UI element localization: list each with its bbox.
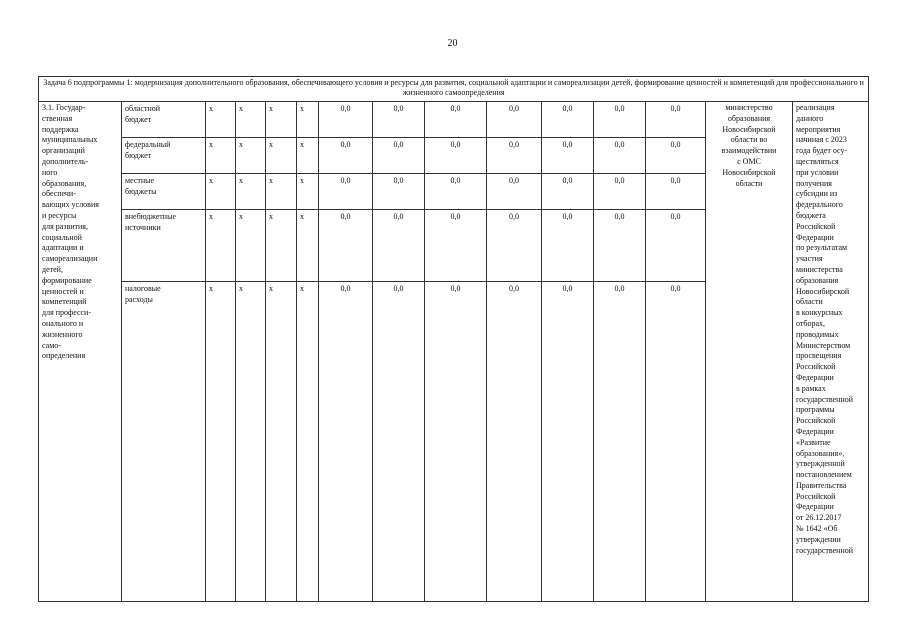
value-cell: 0,0 — [646, 174, 706, 210]
value-cell: 0,0 — [425, 174, 487, 210]
task-header: Задача 6 подпрограммы 1: модернизация дополнительного образования, обеспечивающего условия и ресурсы для развития, социальной адаптации и самореализации детей, формирование ценностей и компетенций для профессионального и жизненного самоопределения — [39, 77, 869, 102]
value-cell: 0,0 — [425, 138, 487, 174]
value-cell: 0,0 — [373, 282, 425, 602]
program-table — [38, 76, 869, 602]
value-cell: 0,0 — [542, 282, 594, 602]
value-cell: 0,0 — [319, 102, 373, 138]
value-cell: 0,0 — [646, 210, 706, 282]
value-cell: 0,0 — [319, 282, 373, 602]
value-cell: 0,0 — [373, 138, 425, 174]
value-cell: 0,0 — [542, 138, 594, 174]
value-cell: 0,0 — [487, 174, 542, 210]
funding-source: местные бюджеты — [122, 174, 206, 210]
code-cell: x — [266, 282, 297, 602]
code-cell: x — [206, 138, 236, 174]
page-number: 20 — [447, 38, 458, 49]
code-cell: x — [266, 174, 297, 210]
value-cell: 0,0 — [319, 174, 373, 210]
code-cell: x — [236, 138, 266, 174]
code-cell: x — [297, 174, 319, 210]
value-cell: 0,0 — [594, 282, 646, 602]
value-cell: 0,0 — [425, 210, 487, 282]
value-cell: 0,0 — [646, 138, 706, 174]
value-cell: 0,0 — [594, 102, 646, 138]
value-cell: 0,0 — [594, 210, 646, 282]
funding-source: федеральный бюджет — [122, 138, 206, 174]
executor: министерство образования Новосибирской области во взаимодействии с ОМС Новосибирской области — [706, 102, 793, 602]
table-row — [39, 102, 869, 138]
code-cell: x — [206, 210, 236, 282]
value-cell: 0,0 — [425, 282, 487, 602]
task-header-row — [39, 77, 869, 102]
code-cell: x — [266, 210, 297, 282]
value-cell: 0,0 — [487, 210, 542, 282]
value-cell: 0,0 — [487, 282, 542, 602]
value-cell: 0,0 — [487, 138, 542, 174]
value-cell: 0,0 — [487, 102, 542, 138]
value-cell: 0,0 — [425, 102, 487, 138]
measure-name: 3.1. Государ- ственная поддержка муниципальных организаций дополнитель- ного образования, обеспечи- вающих условия и ресурсы для развития, социальной адаптации и самореализации детей, формирование ценностей и компетенций для професси- онального и жизненного само- определения — [39, 102, 122, 602]
code-cell: x — [266, 102, 297, 138]
value-cell: 0,0 — [594, 174, 646, 210]
value-cell: 0,0 — [594, 138, 646, 174]
value-cell: 0,0 — [373, 174, 425, 210]
code-cell: x — [236, 174, 266, 210]
value-cell: 0,0 — [646, 102, 706, 138]
value-cell: 0,0 — [542, 210, 594, 282]
code-cell: x — [297, 102, 319, 138]
funding-source: областной бюджет — [122, 102, 206, 138]
value-cell: 0,0 — [319, 210, 373, 282]
value-cell: 0,0 — [542, 102, 594, 138]
code-cell: x — [236, 210, 266, 282]
value-cell: 0,0 — [646, 282, 706, 602]
value-cell: 0,0 — [319, 138, 373, 174]
funding-source: налоговые расходы — [122, 282, 206, 602]
code-cell: x — [236, 102, 266, 138]
funding-source: внебюджетные источники — [122, 210, 206, 282]
code-cell: x — [236, 282, 266, 602]
code-cell: x — [206, 102, 236, 138]
note: реализация данного мероприятия начиная с 2023 года будет осу- ществляться при условии получения субсидии из федерального бюджета Российской Федерации по результатам участия министерства образования Новосибирской области в конкурсных отборах, проводимых Министерством просвещения Российской Федерации в рамках государственной программы Российской Федерации «Развитие образования», утвержденной постановлением Правительства Российской Федерации от 26.12.2017 № 1642 «Об утверждении государственной — [793, 102, 869, 602]
code-cell: x — [297, 282, 319, 602]
code-cell: x — [206, 174, 236, 210]
code-cell: x — [266, 138, 297, 174]
value-cell: 0,0 — [373, 210, 425, 282]
code-cell: x — [297, 210, 319, 282]
code-cell: x — [297, 138, 319, 174]
value-cell: 0,0 — [542, 174, 594, 210]
value-cell: 0,0 — [373, 102, 425, 138]
code-cell: x — [206, 282, 236, 602]
